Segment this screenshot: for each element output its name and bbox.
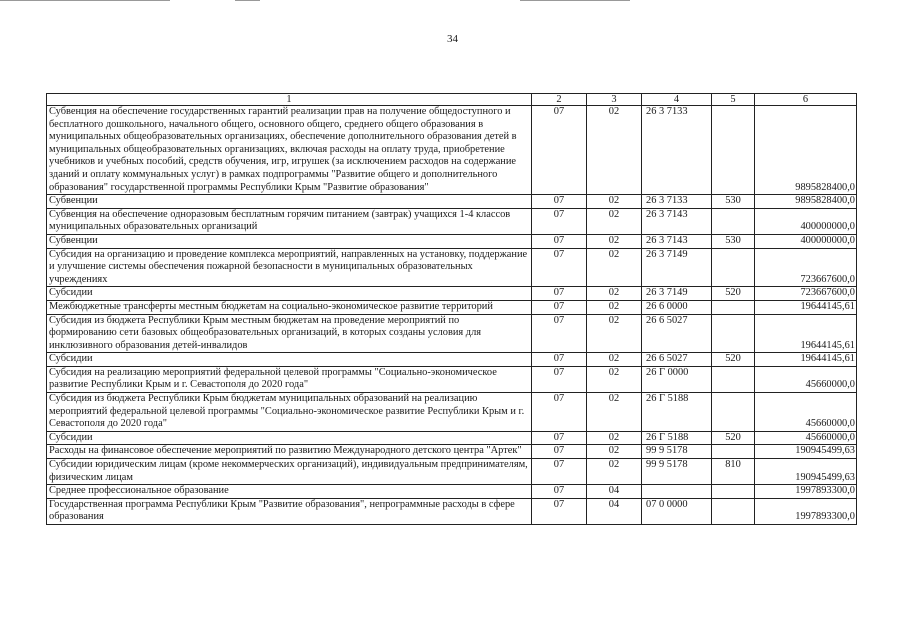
table-row: [47, 208, 857, 234]
section-code-cell: 07: [532, 445, 587, 459]
expense-type-cell: 810: [712, 459, 755, 485]
section-code-cell: 07: [532, 485, 587, 499]
row-name-cell: Субсидии: [47, 353, 532, 367]
expense-type-cell: 520: [712, 287, 755, 301]
section-code-cell: 07: [532, 353, 587, 367]
amount-cell: 1997893300,0: [755, 498, 857, 524]
target-article-cell: 26 3 7143: [642, 208, 712, 234]
section-code-cell: 07: [532, 234, 587, 248]
amount-cell: 45660000,0: [755, 431, 857, 445]
target-article-cell: [642, 485, 712, 499]
target-article-cell: 26 3 7133: [642, 195, 712, 209]
section-code-cell: 07: [532, 248, 587, 287]
row-name-cell: Субсидии: [47, 431, 532, 445]
target-article-cell: 99 9 5178: [642, 445, 712, 459]
table-row: [47, 234, 857, 248]
subsection-code-cell: 02: [587, 445, 642, 459]
row-name-cell: Субсидия из бюджета Республики Крым местным бюджетам на проведение мероприятий по формированию сети базовых общеобразовательных организаций, в которых созданы условия для инклюзивного образования детей-инвалидов: [47, 314, 532, 353]
subsection-code-cell: 02: [587, 366, 642, 392]
table-row: [47, 195, 857, 209]
budget-table-body: [47, 94, 857, 525]
subsection-code-cell: 02: [587, 393, 642, 432]
amount-cell: 9895828400,0: [755, 195, 857, 209]
expense-type-cell: [712, 393, 755, 432]
amount-cell: 1997893300,0: [755, 485, 857, 499]
target-article-cell: 26 Г 5188: [642, 393, 712, 432]
amount-cell: 723667600,0: [755, 248, 857, 287]
table-row: [47, 314, 857, 353]
expense-type-cell: 520: [712, 353, 755, 367]
budget-table: [46, 93, 857, 525]
amount-cell: 19644145,61: [755, 353, 857, 367]
target-article-cell: 26 3 7149: [642, 287, 712, 301]
amount-cell: 45660000,0: [755, 393, 857, 432]
section-code-cell: 07: [532, 459, 587, 485]
amount-cell: 9895828400,0: [755, 106, 857, 195]
subsection-code-cell: 04: [587, 498, 642, 524]
header-cell: 6: [755, 94, 857, 106]
subsection-code-cell: 02: [587, 234, 642, 248]
amount-cell: 400000000,0: [755, 208, 857, 234]
expense-type-cell: 530: [712, 195, 755, 209]
subsection-code-cell: 02: [587, 300, 642, 314]
table-row: [47, 287, 857, 301]
expense-type-cell: [712, 498, 755, 524]
table-row: [47, 431, 857, 445]
table-row: [47, 353, 857, 367]
target-article-cell: 26 Г 0000: [642, 366, 712, 392]
expense-type-cell: 520: [712, 431, 755, 445]
target-article-cell: 26 6 5027: [642, 314, 712, 353]
section-code-cell: 07: [532, 431, 587, 445]
row-name-cell: Субвенции: [47, 234, 532, 248]
table-row: [47, 366, 857, 392]
target-article-cell: 99 9 5178: [642, 459, 712, 485]
table-row: [47, 485, 857, 499]
section-code-cell: 07: [532, 106, 587, 195]
section-code-cell: 07: [532, 300, 587, 314]
amount-cell: 19644145,61: [755, 314, 857, 353]
header-cell: 2: [532, 94, 587, 106]
expense-type-cell: [712, 485, 755, 499]
row-name-cell: Расходы на финансовое обеспечение мероприятий по развитию Международного детского центра "Артек": [47, 445, 532, 459]
amount-cell: 19644145,61: [755, 300, 857, 314]
subsection-code-cell: 02: [587, 314, 642, 353]
section-code-cell: 07: [532, 314, 587, 353]
expense-type-cell: [712, 366, 755, 392]
subsection-code-cell: 02: [587, 353, 642, 367]
amount-cell: 400000000,0: [755, 234, 857, 248]
expense-type-cell: [712, 314, 755, 353]
table-row: [47, 459, 857, 485]
amount-cell: 723667600,0: [755, 287, 857, 301]
row-name-cell: Субсидия из бюджета Республики Крым бюджетам муниципальных образований на реализацию мероприятий федеральной целевой программы "Социально-экономическое развитие Республики Крым и г. Севастополя до 2020 года": [47, 393, 532, 432]
row-name-cell: Субвенции: [47, 195, 532, 209]
scan-edge-line: [0, 0, 170, 1]
table-row: [47, 498, 857, 524]
target-article-cell: 26 3 7133: [642, 106, 712, 195]
expense-type-cell: [712, 248, 755, 287]
row-name-cell: Субсидии: [47, 287, 532, 301]
target-article-cell: 07 0 0000: [642, 498, 712, 524]
table-row: [47, 393, 857, 432]
table-row: [47, 248, 857, 287]
expense-type-cell: [712, 106, 755, 195]
subsection-code-cell: 02: [587, 287, 642, 301]
scan-edge-line: [235, 0, 260, 1]
expense-type-cell: [712, 300, 755, 314]
section-code-cell: 07: [532, 195, 587, 209]
subsection-code-cell: 02: [587, 208, 642, 234]
row-name-cell: Субвенция на обеспечение одноразовым бесплатным горячим питанием (завтрак) учащихся 1-4 классов муниципальных образовательных организаций: [47, 208, 532, 234]
section-code-cell: 07: [532, 393, 587, 432]
row-name-cell: Субсидия на реализацию мероприятий федеральной целевой программы "Социально-экономическое развитие Республики Крым и г. Севастополя до 2020 года": [47, 366, 532, 392]
target-article-cell: 26 Г 5188: [642, 431, 712, 445]
section-code-cell: 07: [532, 287, 587, 301]
section-code-cell: 07: [532, 366, 587, 392]
header-cell: 3: [587, 94, 642, 106]
header-cell: 5: [712, 94, 755, 106]
amount-cell: 190945499,63: [755, 445, 857, 459]
amount-cell: 190945499,63: [755, 459, 857, 485]
row-name-cell: Среднее профессиональное образование: [47, 485, 532, 499]
subsection-code-cell: 02: [587, 106, 642, 195]
expense-type-cell: [712, 445, 755, 459]
row-name-cell: Государственная программа Республики Крым "Развитие образования", непрограммные расходы в сфере образования: [47, 498, 532, 524]
table-row: [47, 106, 857, 195]
page-number: 34: [447, 33, 458, 45]
target-article-cell: 26 3 7143: [642, 234, 712, 248]
row-name-cell: Субсидия на организацию и проведение комплекса мероприятий, направленных на установку, поддержание и улучшение системы обеспечения пожарной безопасности в муниципальных образовательных учреждениях: [47, 248, 532, 287]
table-row: [47, 445, 857, 459]
scan-edge-line: [520, 0, 630, 1]
target-article-cell: 26 6 5027: [642, 353, 712, 367]
section-code-cell: 07: [532, 208, 587, 234]
subsection-code-cell: 02: [587, 248, 642, 287]
header-cell: 1: [47, 94, 532, 106]
subsection-code-cell: 02: [587, 459, 642, 485]
row-name-cell: Межбюджетные трансферты местным бюджетам на социально-экономическое развитие территорий: [47, 300, 532, 314]
subsection-code-cell: 04: [587, 485, 642, 499]
header-row: [47, 94, 857, 106]
table-row: [47, 300, 857, 314]
row-name-cell: Субсидии юридическим лицам (кроме некоммерческих организаций), индивидуальным предпринимателям, физическим лицам: [47, 459, 532, 485]
header-cell: 4: [642, 94, 712, 106]
subsection-code-cell: 02: [587, 195, 642, 209]
target-article-cell: 26 6 0000: [642, 300, 712, 314]
section-code-cell: 07: [532, 498, 587, 524]
expense-type-cell: 530: [712, 234, 755, 248]
target-article-cell: 26 3 7149: [642, 248, 712, 287]
subsection-code-cell: 02: [587, 431, 642, 445]
expense-type-cell: [712, 208, 755, 234]
row-name-cell: Субвенция на обеспечение государственных гарантий реализации прав на получение общедоступного и бесплатного дошкольного, начального общего, основного общего, среднего общего образования в муниципальных общеобразовательных организациях, обеспечение дополнительного образования детей в муниципальных общеобразовательных организациях, включая расходы на оплату труда, приобретение учебников и учебных пособий, средств обучения, игр, игрушек (за исключением расходов на содержание зданий и оплату коммунальных услуг) в рамках подпрограммы "Развитие общего и дополнительного образования" государственной программы Республики Крым "Развитие образования": [47, 106, 532, 195]
amount-cell: 45660000,0: [755, 366, 857, 392]
